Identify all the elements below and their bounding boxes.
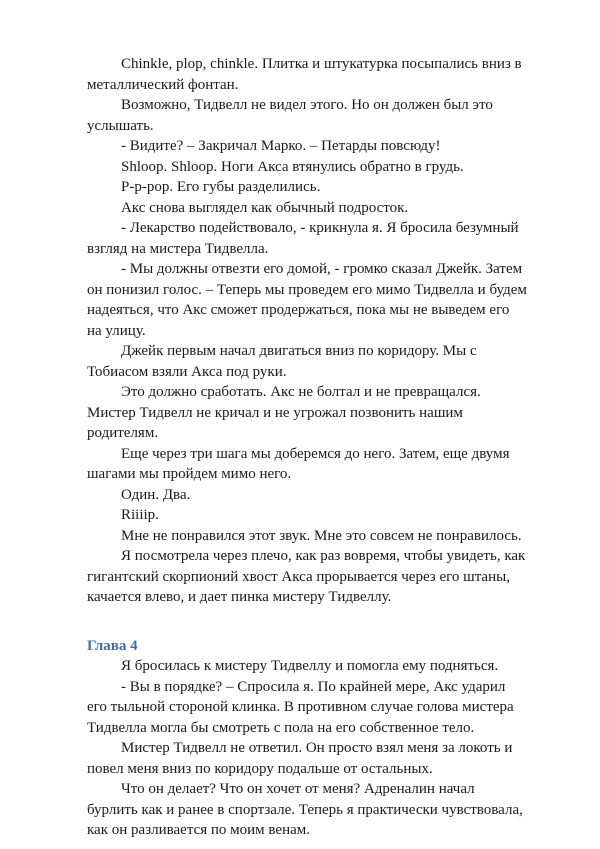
paragraph: Что он делает? Что он хочет от меня? Адреналин начал бурлить как и ранее в спортзале. Теперь я практически чувствовала, как он разливается по моим венам.	[87, 781, 523, 838]
paragraph: Я посмотрела через плечо, как раз вовремя, чтобы увидеть, как гигантский скорпионий хвост Акса прорывается через его штаны, качается влево, и дает пинка мистеру Тидвеллу.	[87, 548, 526, 605]
paragraph: - Видите? – Закричал Марко. – Петарды повсюду!	[121, 138, 441, 154]
paragraph: Я бросилась к мистеру Тидвеллу и помогла ему подняться.	[121, 658, 499, 674]
paragraph: Возможно, Тидвелл не видел этого. Но он должен был это услышать.	[87, 97, 493, 134]
document-body	[87, 54, 527, 841]
paragraph: Shloop. Shloop. Ноги Акса втянулись обратно в грудь.	[121, 158, 464, 175]
paragraph: Еще через три шага мы доберемся до него. Затем, еще двумя шагами мы пройдем мимо него.	[87, 445, 510, 482]
paragraph: - Вы в порядке? – Спросила я. По крайней мере, Акс ударил его тыльной стороной клинка. В противном случае голова мистера Тидвелла могла бы смотреть с пола на его собственное тело.	[87, 678, 514, 736]
paragraph: Это должно сработать. Акс не болтал и не превращался. Мистер Тидвелл не кричал и не угрожал позвонить нашим родителям.	[87, 384, 481, 441]
chapter-heading: Глава 4	[87, 637, 138, 654]
paragraph: Акс снова выглядел как обычный подросток.	[121, 199, 409, 216]
paragraph: Мне не понравился этот звук. Мне это совсем не понравилось.	[121, 527, 522, 544]
paragraph: Один. Два.	[121, 486, 191, 503]
paragraph: - Мы должны отвезти его домой, - громко сказал Джейк. Затем он понизил голос. – Теперь мы проведем его мимо Тидвелла и будем надеяться, что Акс сможет продержаться, пока мы не выведем его на улицу.	[87, 261, 527, 339]
paragraph: P-p-pop. Его губы разделились.	[121, 179, 321, 195]
paragraph: Chinkle, plop, chinkle. Плитка и штукатурка посыпались вниз в металлический фонтан.	[87, 56, 522, 93]
paragraph: - Лекарство подействовало, - крикнула я. Я бросила безумный взгляд на мистера Тидвелла.	[87, 220, 519, 257]
paragraph: Джейк первым начал двигаться вниз по коридору. Мы с Тобиасом взяли Акса под руки.	[87, 343, 477, 380]
paragraph: Мистер Тидвелл не ответил. Он просто взял меня за локоть и повел меня вниз по коридору подальше от остальных.	[87, 740, 513, 777]
paragraph: Riiiip.	[121, 507, 159, 523]
